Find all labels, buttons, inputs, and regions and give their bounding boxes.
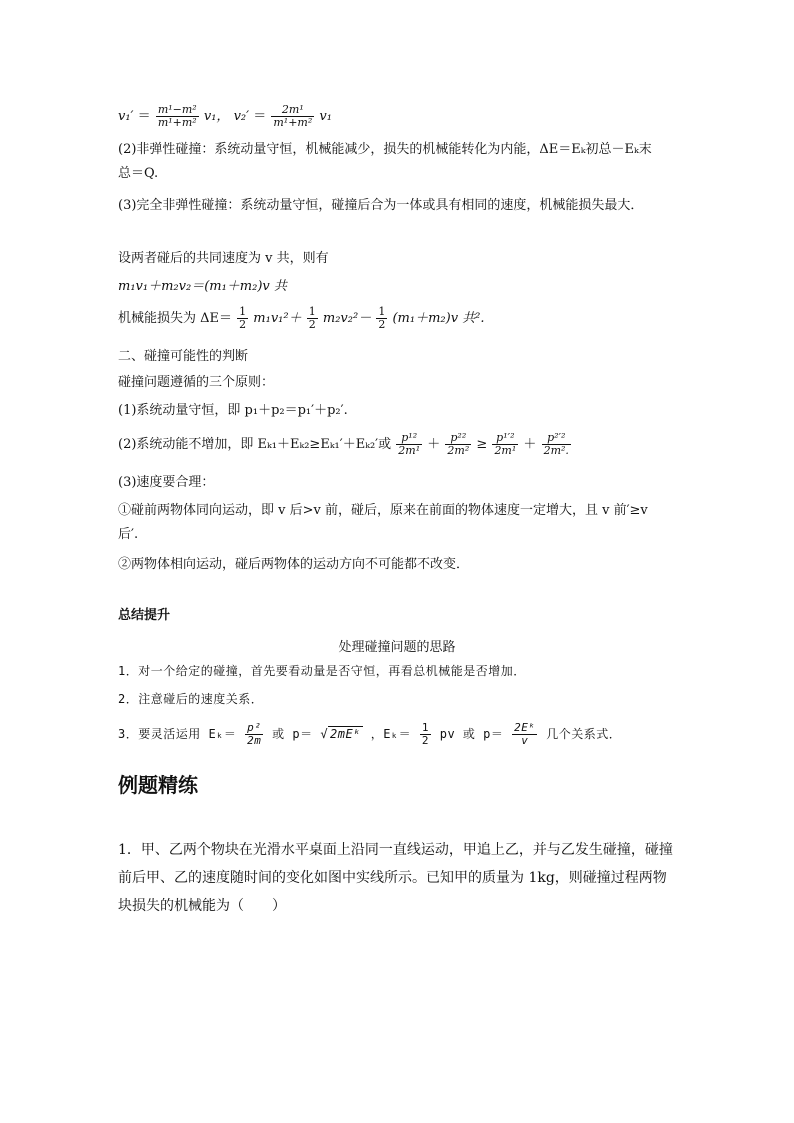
principle-3b: ②两物体相向运动，碰后两物体的运动方向不可能都不改变． [118, 557, 470, 572]
para-common-velocity: 设两者碰后的共同速度为 v 共，则有 [118, 251, 329, 266]
momentum-equation: m₁v₁＋m₂v₂＝(m₁＋m₂)v 共 [118, 279, 287, 294]
examples-title: 例题精练 [118, 773, 198, 797]
summary-point-3: 3．要灵活运用 Eₖ＝ $\frac{\text{p²}}{2m}$ 或 p＝ √ 2mEᵏ ，Eₖ＝ $\frac{1}{2}$ pv 或 p＝ $\frac{\text{2Eᵏ}}{v}$ 几个关系式． [118, 721, 622, 747]
principle-3a: ①碰前两物体同向运动，即 v 后>v 前，碰后，原来在前面的物体速度一定增大，且 v 前′≥v [118, 503, 648, 518]
summary-title: 总结提升 [118, 608, 171, 623]
summary-point-1: 1．对一个给定的碰撞，首先要看动量是否守恒，再看总机械能是否增加． [118, 664, 526, 678]
para-perfectly-inelastic: (3)完全非弹性碰撞：系统动量守恒，碰撞后合为一体或具有相同的速度，机械能损失最大． [118, 198, 644, 213]
question-1: 1．甲、乙两个物块在光滑水平桌面上沿同一直线运动，甲追上乙，并与乙发生碰撞，碰撞前后甲、乙的速度随时间的变化如图中实线所示。已知甲的质量为 1kg，则碰撞过程两物块损失的机械能为（ ） [118, 842, 673, 914]
formula-v1-v2: v₁′ ＝ $\frac{\text{m¹−m²}}{\text{m¹+m²}}$ v₁， v₂′ ＝ $\frac{\text{2m¹}}{\text{m¹+m²}}$ v₁ [118, 103, 332, 129]
v2-prime: v₂′ [233, 109, 250, 124]
principle-3a-cont: 后′. [118, 527, 139, 542]
para-inelastic-cont: 总＝Q. [118, 166, 159, 181]
principles-intro: 碰撞问题遵循的三个原则： [118, 375, 275, 390]
principle-1: (1)系统动量守恒，即 p₁＋p₂＝p₁′＋p₂′. [118, 403, 348, 418]
para-inelastic: (2)非弹性碰撞：系统动量守恒，机械能减少，损失的机械能转化为内能，ΔE＝Eₖ初总－Eₖ末 [118, 142, 652, 157]
principle-2: (2)系统动能不增加，即 Eₖ₁＋Eₖ₂≥Eₖ₁′＋Eₖ₂′或 $\frac{\text{p¹²}}{\text{2m¹}}$ ＋ $\frac{\text{p²²}}{\text{2m²}}$ ≥ $\frac{\text{p¹′²}}{\text{2m¹}}$ ＋ $\frac{\text{p²′²}}{\text{2m².}}$ [118, 431, 569, 457]
summary-subtitle: 处理碰撞问题的思路 [338, 640, 456, 655]
fraction-b: $\frac{\text{2m¹}}{\text{m¹+m²}}$ [273, 103, 313, 129]
sqrt-icon: √ [320, 727, 329, 741]
fraction-a: $\frac{\text{m¹−m²}}{\text{m¹+m²}}$ [157, 103, 197, 129]
summary-point-2: 2．注意碰后的速度关系． [118, 692, 264, 706]
energy-loss-formula: 机械能损失为 ΔE＝ $\frac{1}{2}$ m₁v₁²＋ $\frac{1}{2}$ m₂v₂²－ $\frac{1}{2}$ (m₁＋m₂)v 共². [118, 305, 485, 331]
section-heading-2: 二、碰撞可能性的判断 [118, 349, 249, 364]
principle-3: (3)速度要合理： [118, 475, 215, 490]
v1-prime: v₁′ [118, 109, 134, 124]
